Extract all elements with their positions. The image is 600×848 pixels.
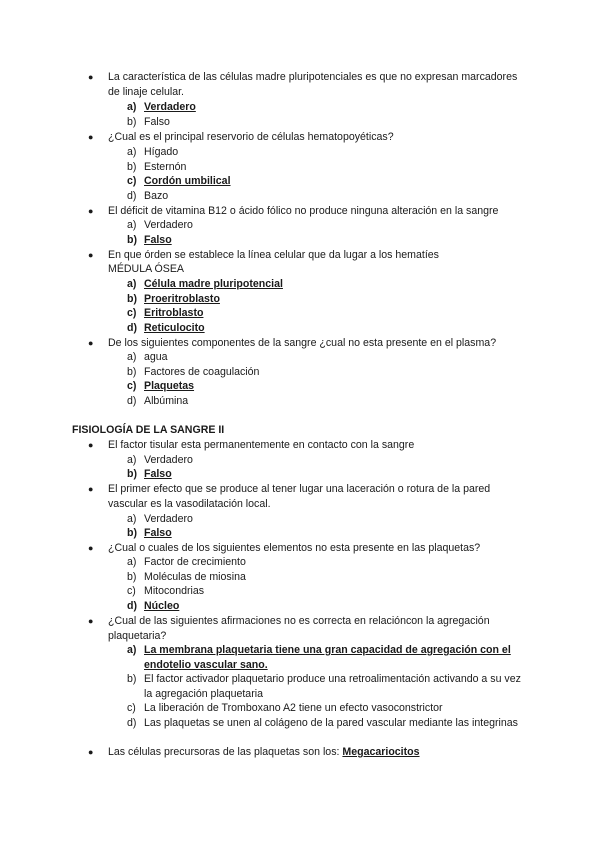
option-q3-b (127, 233, 527, 248)
option-text: Célula madre pluripotencial (144, 278, 283, 290)
option-letter: b) (127, 571, 137, 583)
question-7: El primer efecto que se produce al tener lugar una laceración o rotura de la pared vascular es la vasodilatación local. (108, 483, 491, 510)
option-q9-b: El factor activador plaquetario produce una retroalimentación activando a su vez la agregación plaquetaria (144, 673, 521, 700)
option-letter: d) (127, 190, 137, 202)
option-text: Factores de coagulación (144, 366, 260, 378)
question-8: ¿Cual o cuales de los siguientes elementos no esta presente en las plaquetas? (108, 542, 481, 554)
option-text: Falso (144, 234, 172, 246)
option-q1-b (127, 115, 527, 130)
question-4: En que órden se establece la línea celular que da lugar a los hematíes (108, 249, 439, 261)
bullet-icon: ● (88, 616, 94, 626)
option-q2-b (127, 160, 527, 175)
option-q9-a: La membrana plaquetaria tiene una gran capacidad de agregación con el endotelio vascular sano. (144, 644, 511, 671)
option-q2-d (127, 189, 527, 204)
option-letter: a) (127, 454, 137, 466)
option-q7-a (127, 512, 527, 527)
question-1: La característica de las células madre pluripotenciales es que no expresan marcadores de linaje celular. (108, 71, 518, 98)
option-text: Verdadero (144, 454, 193, 466)
option-q8-d (127, 599, 527, 614)
option-q6-a (127, 453, 527, 468)
option-text: Hígado (144, 146, 179, 158)
option-letter: d) (127, 600, 137, 612)
option-letter: a) (127, 513, 137, 525)
question-3: El déficit de vitamina B12 o ácido fólico no produce ninguna alteración en la sangre (108, 205, 499, 217)
option-q9-d: Las plaquetas se unen al colágeno de la pared vascular mediante las integrinas (144, 717, 518, 729)
option-q7-b (127, 526, 527, 541)
option-letter: b) (127, 161, 137, 173)
option-q2-c (127, 174, 527, 189)
option-text: Verdadero (144, 513, 193, 525)
question-2: ¿Cual es el principal reservorio de células hematopoyéticas? (108, 131, 394, 143)
option-text: Verdadero (144, 219, 193, 231)
bullet-icon: ● (88, 747, 94, 757)
option-letter: a) (127, 146, 137, 158)
option-text: Albúmina (144, 395, 189, 407)
option-text: Proeritroblasto (144, 293, 220, 305)
option-letter: b) (127, 527, 137, 539)
question-5: De los siguientes componentes de la sangre ¿cual no esta presente en el plasma? (108, 337, 497, 349)
option-letter: b) (127, 293, 137, 305)
option-letter: b) (127, 366, 137, 378)
option-letter: b) (127, 234, 137, 246)
option-q8-c (127, 584, 527, 599)
option-letter: a) (127, 644, 137, 656)
question-4-subtext: MÉDULA ÓSEA (108, 263, 184, 275)
option-q2-a (127, 145, 527, 160)
option-text: Falso (144, 468, 172, 480)
option-text: Verdadero (144, 101, 196, 113)
option-text: Esternón (144, 161, 187, 173)
option-text: Falso (144, 527, 172, 539)
option-q5-b (127, 365, 527, 380)
section-heading: FISIOLOGÍA DE LA SANGRE II (72, 424, 225, 436)
bullet-icon: ● (88, 206, 94, 216)
question-10 (108, 745, 518, 760)
bullet-icon: ● (88, 440, 94, 450)
option-letter: d) (127, 322, 137, 334)
option-q4-a (127, 277, 527, 292)
option-q8-a (127, 555, 527, 570)
option-q5-a (127, 350, 527, 365)
bullet-icon: ● (88, 250, 94, 260)
option-letter: c) (127, 175, 137, 187)
option-q6-b (127, 467, 527, 482)
option-text: Factor de crecimiento (144, 556, 246, 568)
option-q1-a (127, 100, 527, 115)
option-letter: a) (127, 219, 137, 231)
option-letter: b) (127, 116, 137, 128)
option-letter: a) (127, 556, 137, 568)
option-letter: c) (127, 307, 137, 319)
option-text: Eritroblasto (144, 307, 204, 319)
option-text: Moléculas de miosina (144, 571, 246, 583)
option-q4-c (127, 306, 527, 321)
option-text: Falso (144, 116, 170, 128)
option-q9-c: La liberación de Tromboxano A2 tiene un efecto vasoconstrictor (144, 702, 443, 714)
bullet-icon: ● (88, 132, 94, 142)
option-letter: b) (127, 468, 137, 480)
option-letter: c) (127, 585, 136, 597)
option-q8-b (127, 570, 527, 585)
question-10-answer: Megacariocitos (342, 746, 420, 758)
bullet-icon: ● (88, 72, 94, 82)
option-text: Reticulocito (144, 322, 205, 334)
question-9: ¿Cual de las siguientes afirmaciones no es correcta en relacióncon la agregación plaquetaria? (108, 615, 490, 642)
option-text: Cordón umbilical (144, 175, 231, 187)
question-6: El factor tisular esta permanentemente en contacto con la sangre (108, 439, 415, 451)
option-text: agua (144, 351, 168, 363)
option-q5-d (127, 394, 527, 409)
option-letter: d) (127, 717, 137, 729)
option-letter: c) (127, 380, 137, 392)
option-letter: a) (127, 351, 137, 363)
option-q5-c (127, 379, 527, 394)
bullet-icon: ● (88, 543, 94, 553)
option-text: Núcleo (144, 600, 180, 612)
bullet-icon: ● (88, 338, 94, 348)
question-10-text: Las células precursoras de las plaquetas son los: (108, 746, 340, 758)
option-text: Plaquetas (144, 380, 195, 392)
option-letter: a) (127, 278, 137, 290)
option-letter: a) (127, 101, 137, 113)
option-q4-d (127, 321, 527, 336)
option-q4-b (127, 292, 527, 307)
option-q3-a (127, 218, 527, 233)
option-letter: c) (127, 702, 136, 714)
option-text: Bazo (144, 190, 169, 202)
option-letter: d) (127, 395, 137, 407)
bullet-icon: ● (88, 484, 94, 494)
option-letter: b) (127, 673, 137, 685)
option-text: Mitocondrias (144, 585, 205, 597)
